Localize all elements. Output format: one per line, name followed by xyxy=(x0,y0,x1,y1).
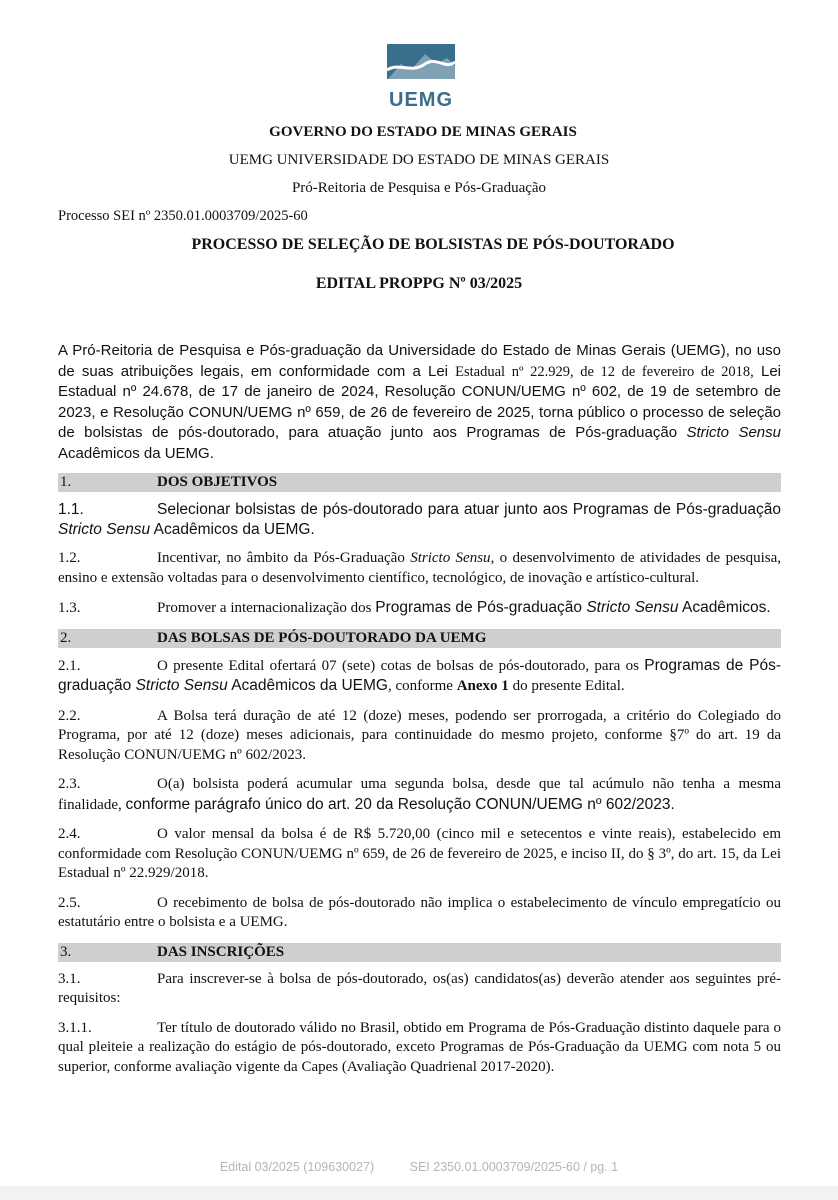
uemg-logo xyxy=(381,40,461,112)
header-university: UEMG UNIVERSIDADE DO ESTADO DE MINAS GERAIS xyxy=(228,152,610,168)
footer-document-id: Edital 03/2025 (109630027) xyxy=(219,1160,375,1174)
paragraph-2-5: 2.5. O recebimento de bolsa de pós-doutorado não implica o estabelecimento de vínculo empregatício ou estatutário entre o bolsista e a UEMG. xyxy=(58,894,781,930)
intro-paragraph: A Pró-Reitoria de Pesquisa e Pós-graduação da Universidade do Estado de Minas Gerais (UEMG), no uso de suas atribuições legais, em conformidade com a Lei Estadual nº 22.929, de 12 de fevereiro de 2018, Lei Estadual nº 24.678, de 17 de janeiro de 2024, Resolução CONUN/UEMG nº 602, de 19 de setembro de 2023, e Resolução CONUN/UEMG nº 659, de 26 de fevereiro de 2025, torna público o processo de seleção de bolsistas de pós-doutorado, para atuação junto aos Programas de Pós-graduação Stricto Sensu Acadêmicos da UEMG. xyxy=(58,342,781,462)
paragraph-3-1: 3.1. Para inscrever-se à bolsa de pós-doutorado, os(as) candidatos(as) deverão atender aos seguintes pré-requisitos: xyxy=(58,970,781,1006)
logo-text: UEMG xyxy=(389,89,453,111)
document-body xyxy=(58,341,781,1087)
section-1-header: 1. DOS OBJETIVOS xyxy=(58,473,781,492)
paragraph-2-2: 2.2. A Bolsa terá duração de até 12 (doze) meses, podendo ser prorrogada, a critério do Colegiado do Programa, por até 12 (doze) meses adicionais, para continuidade do mesmo projeto, conforme §7º do art. 19 da Resolução CONUN/UEMG nº 602/2023. xyxy=(58,707,781,763)
bottom-bar xyxy=(0,1186,838,1200)
document-title: PROCESSO DE SELEÇÃO DE BOLSISTAS DE PÓS-DOUTORADO xyxy=(191,236,675,253)
paragraph-1-3: 1.3. Promover a internacionalização dos Programas de Pós-graduação Stricto Sensu Acadêmicos. xyxy=(58,599,771,616)
paragraph-1-1: 1.1. Selecionar bolsistas de pós-doutorado para atuar junto aos Programas de Pós-graduação Stricto Sensu Acadêmicos da UEMG. xyxy=(58,501,781,538)
header-proreitoria: Pró-Reitoria de Pesquisa e Pós-Graduação xyxy=(291,180,547,196)
edital-number: EDITAL PROPPG Nº 03/2025 xyxy=(315,275,523,292)
paragraph-2-3: 2.3. O(a) bolsista poderá acumular uma segunda bolsa, desde que tal acúmulo não tenha a mesma finalidade, conforme parágrafo único do art. 20 da Resolução CONUN/UEMG nº 602/2023. xyxy=(58,776,781,813)
paragraph-2-4: 2.4. O valor mensal da bolsa é de R$ 5.720,00 (cinco mil e setecentos e vinte reais), estabelecido em conformidade com Resolução CONUN/UEMG nº 659, de 26 de fevereiro de 2025, e inciso II, do § 3º, do art. 15, da Lei Estadual nº 22.929/2018. xyxy=(58,826,781,881)
section-3-header: 3. DAS INSCRIÇÕES xyxy=(58,943,781,962)
logo-mountain-icon xyxy=(381,40,461,88)
paragraph-1-2: 1.2. Incentivar, no âmbito da Pós-Graduação Stricto Sensu, o desenvolvimento de atividades de pesquisa, ensino e extensão voltadas para o desenvolvimento científico, tecnológico, de inovação e artístico-cultural. xyxy=(58,550,781,586)
page-footer xyxy=(0,1160,838,1174)
processo-number: Processo SEI nº 2350.01.0003709/2025-60 xyxy=(58,208,308,224)
paragraph-2-1: 2.1. O presente Edital ofertará 07 (sete) cotas de bolsas de pós-doutorado, para os Programas de Pós-graduação Stricto Sensu Acadêmicos da UEMG, conforme Anexo 1 do presente Edital. xyxy=(58,656,781,694)
footer-page-info: SEI 2350.01.0003709/2025-60 / pg. 1 xyxy=(409,1160,619,1174)
section-2-header: 2. DAS BOLSAS DE PÓS-DOUTORADO DA UEMG xyxy=(58,629,781,648)
paragraph-3-1-1: 3.1.1. Ter título de doutorado válido no Brasil, obtido em Programa de Pós-Graduação distinto daquele para o qual pleiteie a realização do estágio de pós-doutorado, exceto Programas de Pós-Graduação da UEMG com nota 5 ou superior, conforme avaliação vigente da Capes (Avaliação Quadrienal 2017-2020). xyxy=(58,1019,781,1075)
header-government: GOVERNO DO ESTADO DE MINAS GERAIS xyxy=(269,124,577,140)
